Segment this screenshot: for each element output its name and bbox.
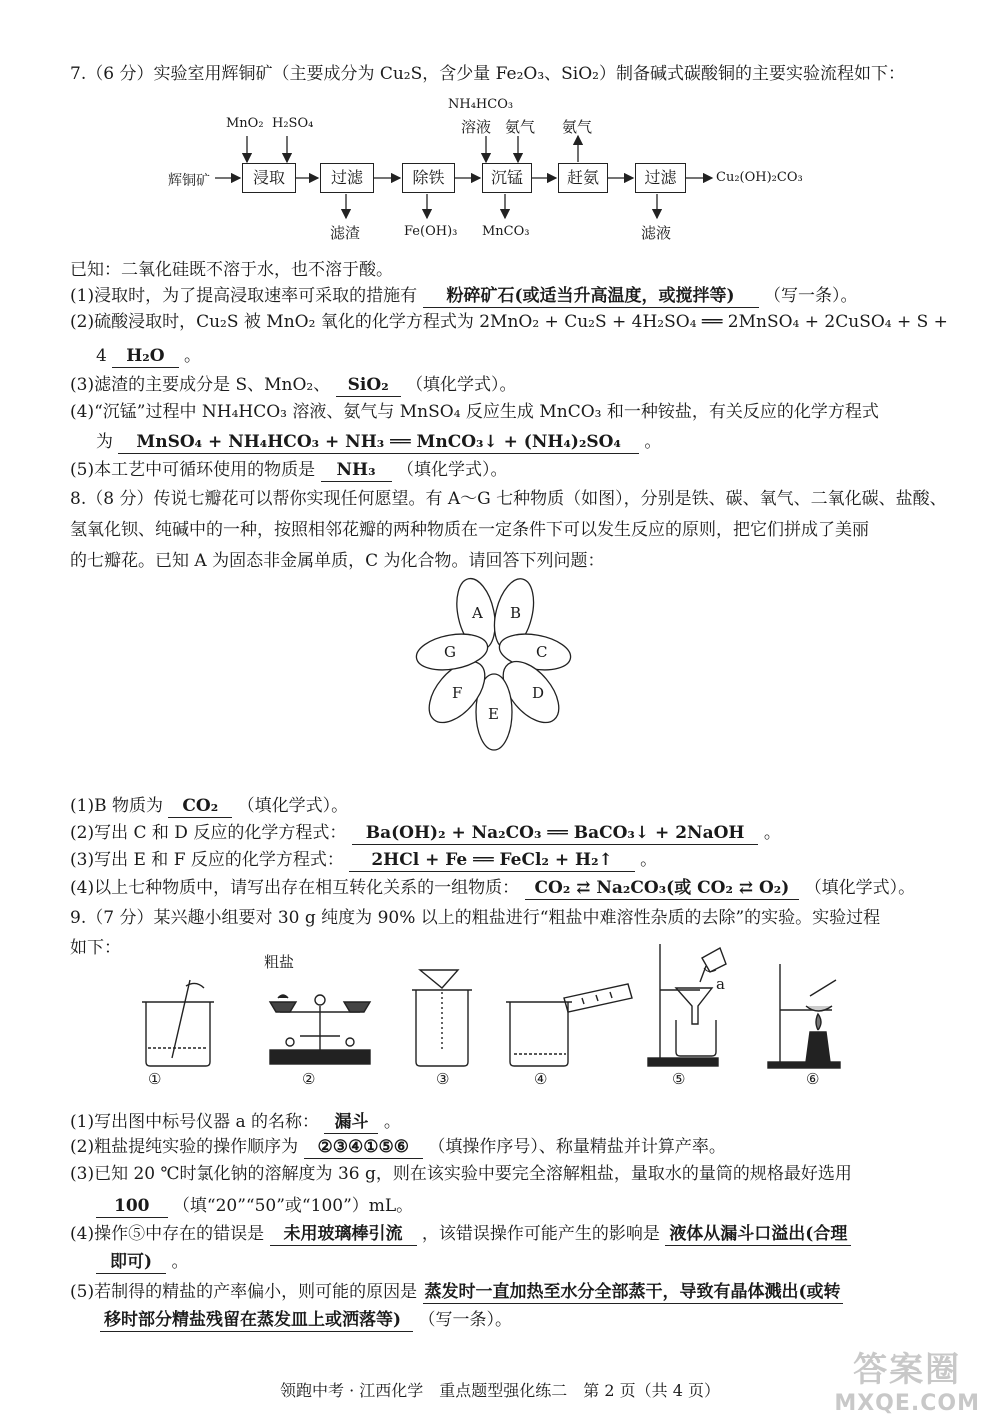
figure-num-4: ④ bbox=[534, 1070, 548, 1088]
q9-p4-text: (4)操作⑤中存在的错误是 bbox=[70, 1224, 265, 1244]
flow-start-label: 辉铜矿 bbox=[168, 173, 210, 189]
q9-part4 bbox=[70, 1222, 851, 1246]
flow-arrows bbox=[0, 0, 1000, 260]
flow-step-precip-mn: 沉锰 bbox=[482, 163, 532, 193]
watermark-url: MXQE.COM bbox=[834, 1391, 980, 1416]
q8-part1 bbox=[70, 794, 348, 818]
petal-label-d: D bbox=[532, 684, 545, 702]
q8-stem-line3: 的七瓣花。已知 A 为固态非金属单质，C 为化合物。请回答下列问题： bbox=[70, 551, 605, 571]
q7-p4-answer: MnSO₄ + NH₄HCO₃ + NH₃ ══ MnCO₃↓ + (NH₄)₂SO₄ bbox=[118, 431, 639, 454]
q9-part3b bbox=[96, 1194, 413, 1218]
flow-input-h2so4: H₂SO₄ bbox=[272, 116, 314, 131]
flow-output-filtrate: 滤液 bbox=[641, 224, 672, 242]
q7-p4-lead: 为 bbox=[96, 432, 113, 452]
q7-p2-coef: 4 bbox=[96, 346, 107, 366]
watermark-logo-text: 答案圈 bbox=[853, 1350, 962, 1390]
q9-p5-note: （写一条）。 bbox=[418, 1310, 512, 1330]
q8-stem-line1: 8.（8 分）传说七瓣花可以帮你实现任何愿望。有 A～G 七种物质（如图），分别是铁、碳、氧气、二氧化碳、盐酸、 bbox=[70, 489, 947, 509]
q7-p2-end: 。 bbox=[183, 346, 201, 366]
q7-p1-text: (1)浸取时，为了提高浸取速率可采取的措施有 bbox=[70, 286, 418, 306]
q9-p1-end: 。 bbox=[383, 1112, 401, 1132]
q7-p3-note: （填化学式）。 bbox=[406, 375, 517, 395]
q9-p4-answer: 未用玻璃棒引流 bbox=[270, 1223, 417, 1246]
q7-part4: (4)“沉锰”过程中 NH₄HCO₃ 溶液、氨气与 MnSO₄ 反应生成 MnCO₃ 和一种铵盐，有关反应的化学方程式 bbox=[70, 402, 879, 422]
q9-p1-text: (1)写出图中标号仪器 a 的名称： bbox=[70, 1112, 320, 1132]
figure-num-6: ⑥ bbox=[806, 1070, 820, 1088]
q7-part5 bbox=[70, 458, 507, 482]
q8-p2-text: (2)写出 C 和 D 反应的化学方程式： bbox=[70, 823, 347, 843]
flow-input-ammonia: 氨气 bbox=[505, 118, 536, 136]
figure-num-2: ② bbox=[302, 1070, 316, 1088]
petal-label-b: B bbox=[510, 604, 522, 622]
q8-p1-note: （填化学式）。 bbox=[237, 796, 349, 816]
apparatus-1-dissolve bbox=[142, 980, 214, 1066]
apparatus-2-balance bbox=[270, 995, 370, 1064]
q9-p5-answer-cont: 移时部分精盐残留在蒸发皿上或洒落等) bbox=[100, 1309, 413, 1332]
flow-input-solution: 溶液 bbox=[461, 118, 492, 136]
q8-part4 bbox=[70, 876, 915, 900]
q9-p1-answer: 漏斗 bbox=[324, 1111, 378, 1134]
page-footer: 领跑中考 · 江西化学 重点题型强化练二 第 2 页（共 4 页） bbox=[280, 1381, 720, 1400]
q7-part1 bbox=[70, 284, 858, 308]
q7-p1-note: （写一条）。 bbox=[764, 286, 858, 306]
site-watermark bbox=[834, 1342, 980, 1416]
q9-part3: (3)已知 20 ℃时氯化钠的溶解度为 36 g，则在该实验中要完全溶解粗盐，量取水的量筒的规格最好选用 bbox=[70, 1164, 852, 1184]
q9-p5-text: (5)若制得的精盐的产率偏小，则可能的原因是 bbox=[70, 1282, 418, 1302]
q7-flowchart bbox=[0, 0, 1000, 260]
petal-label-f: F bbox=[452, 684, 463, 702]
q8-p3-text: (3)写出 E 和 F 反应的化学方程式： bbox=[70, 850, 344, 870]
q9-stem-line1: 9.（7 分）某兴趣小组要对 30 g 纯度为 90% 以上的粗盐进行“粗盐中难溶性杂质的去除”的实验。实验过程 bbox=[70, 908, 881, 928]
q8-p4-answer: CO₂ ⇄ Na₂CO₃(或 CO₂ ⇄ O₂) bbox=[525, 877, 800, 900]
q9-part5b bbox=[100, 1308, 512, 1332]
q9-p3-answer: 100 bbox=[96, 1195, 168, 1218]
q9-part1 bbox=[70, 1110, 401, 1134]
q9-part4b bbox=[96, 1250, 188, 1274]
flow-step-leach: 浸取 bbox=[242, 163, 296, 193]
q8-p2-answer: Ba(OH)₂ + Na₂CO₃ ══ BaCO₃↓ + 2NaOH bbox=[352, 822, 759, 845]
q8-part2 bbox=[70, 821, 781, 845]
q7-part3 bbox=[70, 373, 517, 397]
flow-input-mno2: MnO₂ bbox=[226, 116, 264, 131]
q7-p3-answer: SiO₂ bbox=[336, 374, 401, 397]
q7-p5-note: （填化学式）。 bbox=[396, 460, 508, 480]
figure-num-3: ③ bbox=[436, 1070, 450, 1088]
q9-p2-note: （填操作序号）、称量精盐并计算产率。 bbox=[428, 1137, 726, 1157]
q7-p5-answer: NH₃ bbox=[321, 459, 392, 482]
flow-input-nh4hco3: NH₄HCO₃ bbox=[448, 97, 514, 112]
apparatus-figure bbox=[120, 940, 880, 1090]
petal-label-g: G bbox=[444, 643, 456, 661]
q8-p3-answer: 2HCl + Fe ══ FeCl₂ + H₂↑ bbox=[349, 849, 634, 872]
q7-p2-answer: H₂O bbox=[112, 345, 178, 368]
apparatus-a-label: a bbox=[716, 975, 725, 993]
q9-p4-end: 。 bbox=[171, 1252, 189, 1272]
figure-num-1: ① bbox=[148, 1070, 162, 1088]
q8-stem-line2: 氢氧化钡、纯碱中的一种，按照相邻花瓣的两种物质在一定条件下可以发生反应的原则，把它们拼成了美丽 bbox=[70, 520, 869, 540]
petal-label-e: E bbox=[488, 705, 499, 723]
q8-part3 bbox=[70, 848, 657, 872]
apparatus-6-evaporation bbox=[768, 964, 840, 1068]
q7-part2b bbox=[96, 344, 201, 368]
seven-petal-flower bbox=[404, 574, 584, 754]
q9-p5-answer: 蒸发时一直加热至水分全部蒸干，导致有晶体溅出(或转 bbox=[424, 1282, 841, 1302]
q9-p4-answer2-cont: 即可) bbox=[96, 1251, 166, 1274]
apparatus-salt-label: 粗盐 bbox=[264, 953, 295, 971]
q9-stem-line2: 如下： bbox=[70, 938, 121, 958]
q8-p3-end: 。 bbox=[640, 850, 658, 870]
petal-label-a: A bbox=[472, 604, 483, 622]
q9-p4-mid: ，该错误操作可能产生的影响是 bbox=[421, 1224, 660, 1244]
flow-output-residue: 滤渣 bbox=[330, 224, 361, 242]
q7-part2: (2)硫酸浸取时，Cu₂S 被 MnO₂ 氧化的化学方程式为 2MnO₂ + Cu₂S + 4H₂SO₄ ══ 2MnSO₄ + 2CuSO₄ + S + bbox=[70, 312, 948, 332]
flow-output-mnco3: MnCO₃ bbox=[482, 224, 530, 239]
q8-p2-end: 。 bbox=[763, 823, 781, 843]
q9-p2-text: (2)粗盐提纯实验的操作顺序为 bbox=[70, 1137, 299, 1157]
flow-step-filter2: 过滤 bbox=[635, 163, 686, 193]
q8-p1-text: (1)B 物质为 bbox=[70, 796, 163, 816]
flow-product-label: Cu₂(OH)₂CO₃ bbox=[716, 170, 803, 185]
q7-stem: 7.（6 分）实验室用辉铜矿（主要成分为 Cu₂S，含少量 Fe₂O₃、SiO₂）制备碱式碳酸铜的主要实验流程如下： bbox=[70, 64, 905, 84]
figure-num-5: ⑤ bbox=[672, 1070, 686, 1088]
petal-label-c: C bbox=[536, 643, 548, 661]
q7-p4-end: 。 bbox=[644, 432, 662, 452]
flow-step-remove-ammonia: 赶氨 bbox=[558, 163, 608, 193]
q7-p3-text: (3)滤渣的主要成分是 S、MnO₂、 bbox=[70, 375, 331, 395]
q9-part5 bbox=[70, 1280, 843, 1304]
q9-part2 bbox=[70, 1135, 726, 1159]
q9-p3-note: （填“20”“50”或“100”）mL。 bbox=[172, 1196, 414, 1216]
q8-p4-note: （填化学式）。 bbox=[804, 878, 916, 898]
flow-output-feoh3: Fe(OH)₃ bbox=[404, 224, 458, 239]
q7-known: 已知：二氧化硅既不溶于水，也不溶于酸。 bbox=[70, 260, 393, 280]
apparatus-3-beaker bbox=[412, 970, 472, 1066]
q8-p4-text: (4)以上七种物质中，请写出存在相互转化关系的一组物质： bbox=[70, 878, 520, 898]
flow-output-ammonia: 氨气 bbox=[562, 118, 593, 136]
q7-part4b bbox=[96, 430, 661, 454]
q9-p4-answer2: 液体从漏斗口溢出(合理 bbox=[665, 1223, 851, 1246]
q9-p2-answer: ②③④①⑤⑥ bbox=[304, 1136, 423, 1159]
flow-step-filter1: 过滤 bbox=[320, 163, 374, 193]
apparatus-5-filtration bbox=[648, 944, 726, 1066]
q7-p1-answer: 粉碎矿石(或适当升高温度，或搅拌等) bbox=[423, 285, 759, 308]
q7-p5-text: (5)本工艺中可循环使用的物质是 bbox=[70, 460, 316, 480]
apparatus-4-measure bbox=[506, 984, 632, 1066]
flow-step-remove-iron: 除铁 bbox=[402, 163, 455, 193]
q8-p1-answer: CO₂ bbox=[168, 795, 232, 818]
